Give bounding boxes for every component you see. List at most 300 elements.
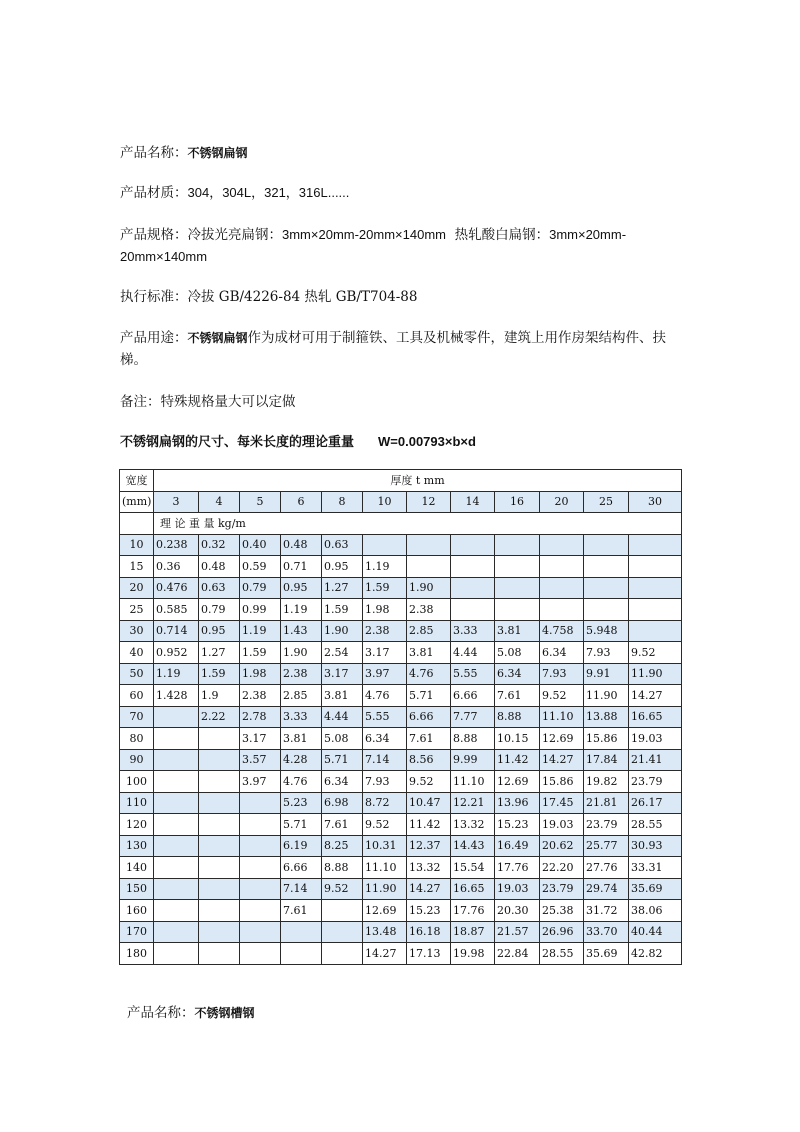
width-cell: 100 [120, 771, 154, 793]
weight-cell: 2.78 [240, 706, 281, 728]
weight-cell: 23.79 [629, 771, 682, 793]
weight-cell [322, 921, 363, 943]
weight-cell: 9.52 [363, 814, 407, 836]
weight-cell [154, 749, 199, 771]
width-cell: 70 [120, 706, 154, 728]
weight-cell: 3.97 [363, 663, 407, 685]
weight-cell: 4.76 [363, 685, 407, 707]
weight-cell: 9.52 [322, 878, 363, 900]
weight-cell [629, 620, 682, 642]
weight-cell: 1.90 [281, 642, 322, 664]
weight-cell: 7.93 [584, 642, 629, 664]
weight-cell: 6.34 [540, 642, 584, 664]
weight-cell: 26.17 [629, 792, 682, 814]
weight-cell: 0.714 [154, 620, 199, 642]
weight-cell [495, 599, 540, 621]
weight-cell: 5.08 [322, 728, 363, 750]
weight-cell: 35.69 [584, 943, 629, 965]
usage-bold: 不锈钢扁钢 [187, 331, 248, 345]
weight-cell: 2.54 [322, 642, 363, 664]
weight-cell: 3.97 [240, 771, 281, 793]
weight-cell: 1.59 [199, 663, 240, 685]
footer-product-value: 不锈钢槽钢 [194, 1006, 255, 1020]
weight-cell [540, 556, 584, 578]
weight-cell [629, 577, 682, 599]
weight-cell: 1.19 [363, 556, 407, 578]
width-cell: 30 [120, 620, 154, 642]
weight-cell [240, 900, 281, 922]
weight-cell [322, 900, 363, 922]
weight-cell: 8.88 [322, 857, 363, 879]
weight-label-cell: 理 论 重 量 kg/m [154, 513, 682, 535]
weight-cell: 0.63 [199, 577, 240, 599]
weight-cell: 33.70 [584, 921, 629, 943]
weight-cell: 2.38 [240, 685, 281, 707]
width-cell: 150 [120, 878, 154, 900]
weight-cell: 19.03 [495, 878, 540, 900]
weight-cell: 1.27 [199, 642, 240, 664]
weight-cell: 5.08 [495, 642, 540, 664]
weight-cell: 14.43 [451, 835, 495, 857]
weight-cell: 8.72 [363, 792, 407, 814]
weight-cell: 1.98 [240, 663, 281, 685]
weight-cell [154, 878, 199, 900]
weight-cell: 8.88 [451, 728, 495, 750]
table-row [120, 534, 682, 556]
weight-cell [322, 943, 363, 965]
width-cell: 110 [120, 792, 154, 814]
weight-cell: 3.81 [495, 620, 540, 642]
weight-cell: 0.32 [199, 534, 240, 556]
weight-cell [629, 556, 682, 578]
weight-cell [154, 728, 199, 750]
table-row [120, 792, 682, 814]
weight-cell: 8.25 [322, 835, 363, 857]
weight-cell: 1.59 [322, 599, 363, 621]
weight-table [119, 469, 682, 965]
weight-cell: 16.65 [629, 706, 682, 728]
header-row-1 [120, 470, 682, 492]
width-cell: 60 [120, 685, 154, 707]
weight-cell [629, 534, 682, 556]
spec-cold-value: 3mm×20mm-20mm×140mm [282, 227, 446, 242]
weight-cell: 3.81 [407, 642, 451, 664]
thickness-cell: 5 [240, 491, 281, 513]
product-name-line [120, 142, 690, 164]
weight-cell: 15.23 [407, 900, 451, 922]
weight-cell: 16.18 [407, 921, 451, 943]
weight-cell [154, 771, 199, 793]
weight-cell [407, 534, 451, 556]
weight-cell: 7.61 [407, 728, 451, 750]
weight-cell [199, 814, 240, 836]
weight-cell: 1.59 [363, 577, 407, 599]
weight-cell: 3.17 [240, 728, 281, 750]
thickness-cell: 3 [154, 491, 199, 513]
weight-cell: 19.03 [629, 728, 682, 750]
weight-cell [495, 556, 540, 578]
weight-cell [154, 900, 199, 922]
header-row-thickness [120, 491, 682, 513]
weight-cell: 40.44 [629, 921, 682, 943]
weight-cell: 2.85 [407, 620, 451, 642]
thickness-cell: 30 [629, 491, 682, 513]
table-row [120, 599, 682, 621]
table-row [120, 749, 682, 771]
width-cell: 180 [120, 943, 154, 965]
weight-cell: 15.86 [540, 771, 584, 793]
weight-cell [281, 943, 322, 965]
thickness-cell: 14 [451, 491, 495, 513]
weight-cell: 4.44 [322, 706, 363, 728]
weight-cell: 11.42 [407, 814, 451, 836]
weight-cell: 0.48 [281, 534, 322, 556]
weight-cell: 11.10 [363, 857, 407, 879]
weight-cell [407, 556, 451, 578]
weight-cell [199, 835, 240, 857]
weight-cell: 0.95 [199, 620, 240, 642]
weight-cell: 11.42 [495, 749, 540, 771]
weight-cell [154, 921, 199, 943]
thickness-cell: 25 [584, 491, 629, 513]
table-row [120, 556, 682, 578]
header-row-weight [120, 513, 682, 535]
empty-cell [120, 513, 154, 535]
weight-cell: 14.27 [540, 749, 584, 771]
table-row [120, 771, 682, 793]
weight-cell: 11.10 [451, 771, 495, 793]
weight-cell: 6.66 [407, 706, 451, 728]
table-row [120, 577, 682, 599]
width-cell: 50 [120, 663, 154, 685]
weight-cell: 15.54 [451, 857, 495, 879]
weight-cell: 9.91 [584, 663, 629, 685]
weight-cell: 29.74 [584, 878, 629, 900]
weight-cell [199, 792, 240, 814]
weight-cell: 3.81 [322, 685, 363, 707]
width-cell: 40 [120, 642, 154, 664]
weight-cell: 12.21 [451, 792, 495, 814]
weight-cell: 5.23 [281, 792, 322, 814]
weight-cell: 14.27 [363, 943, 407, 965]
weight-cell: 27.76 [584, 857, 629, 879]
width-cell: 80 [120, 728, 154, 750]
table-row [120, 835, 682, 857]
weight-cell [154, 857, 199, 879]
width-label-cell: 宽度 [120, 470, 154, 492]
weight-cell [154, 835, 199, 857]
weight-cell [629, 599, 682, 621]
weight-cell: 35.69 [629, 878, 682, 900]
weight-cell: 25.77 [584, 835, 629, 857]
weight-cell: 10.15 [495, 728, 540, 750]
weight-cell: 7.61 [495, 685, 540, 707]
product-name-value: 不锈钢扁钢 [187, 146, 248, 160]
weight-cell: 31.72 [584, 900, 629, 922]
weight-cell: 26.96 [540, 921, 584, 943]
weight-cell [199, 749, 240, 771]
weight-cell: 5.55 [451, 663, 495, 685]
width-cell: 10 [120, 534, 154, 556]
weight-cell: 7.61 [281, 900, 322, 922]
width-cell: 130 [120, 835, 154, 857]
weight-cell: 16.65 [451, 878, 495, 900]
weight-cell: 2.38 [363, 620, 407, 642]
weight-cell [540, 599, 584, 621]
weight-cell [154, 814, 199, 836]
weight-cell: 7.93 [363, 771, 407, 793]
weight-cell: 6.34 [363, 728, 407, 750]
weight-cell [199, 857, 240, 879]
weight-cell: 15.23 [495, 814, 540, 836]
material-line [120, 182, 690, 204]
spec-hot-value: 3mm×20mm-20mm×140mm [120, 227, 627, 264]
weight-cell: 0.71 [281, 556, 322, 578]
weight-cell: 13.88 [584, 706, 629, 728]
weight-cell: 13.32 [407, 857, 451, 879]
weight-cell: 38.06 [629, 900, 682, 922]
weight-cell: 28.55 [629, 814, 682, 836]
table-row [120, 878, 682, 900]
spec-hot-label: 热轧酸白扁钢： [454, 227, 550, 243]
weight-cell: 0.36 [154, 556, 199, 578]
weight-cell: 1.19 [240, 620, 281, 642]
weight-cell: 5.71 [322, 749, 363, 771]
table-row [120, 943, 682, 965]
weight-cell: 23.79 [584, 814, 629, 836]
weight-cell: 7.14 [363, 749, 407, 771]
weight-cell [199, 900, 240, 922]
weight-cell [451, 534, 495, 556]
weight-cell: 13.32 [451, 814, 495, 836]
weight-cell: 4.44 [451, 642, 495, 664]
weight-cell: 0.238 [154, 534, 199, 556]
weight-cell: 1.19 [281, 599, 322, 621]
thickness-cell: 6 [281, 491, 322, 513]
weight-cell [451, 556, 495, 578]
standard-line: 执行标准：冷拔 GB/4226-84 热轧 GB/T704-88 [120, 289, 418, 305]
product-name-label: 产品名称： [120, 145, 188, 161]
width-cell: 160 [120, 900, 154, 922]
thickness-cell: 20 [540, 491, 584, 513]
weight-cell: 2.85 [281, 685, 322, 707]
weight-cell [240, 878, 281, 900]
weight-cell: 10.31 [363, 835, 407, 857]
weight-cell [199, 943, 240, 965]
weight-cell: 1.90 [322, 620, 363, 642]
weight-cell: 18.87 [451, 921, 495, 943]
table-row [120, 685, 682, 707]
weight-cell: 12.37 [407, 835, 451, 857]
weight-cell: 1.27 [322, 577, 363, 599]
weight-cell [584, 577, 629, 599]
weight-cell: 4.758 [540, 620, 584, 642]
table-row [120, 921, 682, 943]
weight-cell: 1.19 [154, 663, 199, 685]
weight-cell: 42.82 [629, 943, 682, 965]
usage-label: 产品用途： [120, 330, 188, 346]
weight-cell: 7.77 [451, 706, 495, 728]
weight-cell: 22.20 [540, 857, 584, 879]
weight-cell: 10.47 [407, 792, 451, 814]
weight-cell [540, 534, 584, 556]
weight-cell: 8.88 [495, 706, 540, 728]
weight-cell: 21.41 [629, 749, 682, 771]
weight-cell: 20.30 [495, 900, 540, 922]
table-row [120, 900, 682, 922]
weight-cell: 8.56 [407, 749, 451, 771]
weight-cell: 17.76 [495, 857, 540, 879]
weight-cell: 13.48 [363, 921, 407, 943]
weight-cell: 2.22 [199, 706, 240, 728]
weight-cell: 17.45 [540, 792, 584, 814]
weight-cell: 6.98 [322, 792, 363, 814]
weight-cell: 17.13 [407, 943, 451, 965]
table-row [120, 642, 682, 664]
weight-cell [240, 835, 281, 857]
weight-cell: 0.79 [240, 577, 281, 599]
weight-cell [199, 728, 240, 750]
spec-label: 产品规格：冷拔光亮扁钢： [120, 227, 282, 243]
weight-cell [495, 534, 540, 556]
width-cell: 25 [120, 599, 154, 621]
weight-cell: 21.81 [584, 792, 629, 814]
weight-cell: 16.49 [495, 835, 540, 857]
thickness-cell: 10 [363, 491, 407, 513]
weight-cell: 5.55 [363, 706, 407, 728]
width-cell: 170 [120, 921, 154, 943]
width-cell: 140 [120, 857, 154, 879]
weight-cell [281, 921, 322, 943]
thickness-cell: 8 [322, 491, 363, 513]
weight-cell: 1.59 [240, 642, 281, 664]
weight-cell: 0.99 [240, 599, 281, 621]
weight-cell [240, 921, 281, 943]
weight-cell: 22.84 [495, 943, 540, 965]
weight-cell: 7.93 [540, 663, 584, 685]
weight-cell: 5.71 [407, 685, 451, 707]
weight-cell [154, 706, 199, 728]
weight-cell: 30.93 [629, 835, 682, 857]
weight-cell: 11.90 [629, 663, 682, 685]
weight-cell: 6.34 [495, 663, 540, 685]
weight-cell: 7.61 [322, 814, 363, 836]
table-row [120, 620, 682, 642]
table-row [120, 857, 682, 879]
weight-cell: 6.66 [281, 857, 322, 879]
weight-cell [240, 943, 281, 965]
weight-cell [540, 577, 584, 599]
weight-cell: 1.90 [407, 577, 451, 599]
weight-cell: 3.57 [240, 749, 281, 771]
table-row [120, 663, 682, 685]
weight-cell [154, 943, 199, 965]
weight-cell [495, 577, 540, 599]
weight-cell: 6.34 [322, 771, 363, 793]
weight-cell: 14.27 [629, 685, 682, 707]
usage-text: 作为成材可用于制箍铁、工具及机械零件，建筑上用作房架结构件、扶梯。 [120, 330, 667, 368]
material-value: 304，304L，321，316L...... [187, 185, 350, 200]
thickness-label-cell: 厚度 t mm [154, 470, 682, 492]
weight-cell: 0.95 [281, 577, 322, 599]
weight-cell: 4.28 [281, 749, 322, 771]
weight-cell: 19.82 [584, 771, 629, 793]
table-row [120, 814, 682, 836]
weight-cell: 11.90 [363, 878, 407, 900]
weight-cell [199, 771, 240, 793]
material-label: 产品材质： [120, 185, 188, 201]
table-row [120, 706, 682, 728]
weight-cell: 28.55 [540, 943, 584, 965]
weight-cell: 3.33 [451, 620, 495, 642]
weight-cell: 9.52 [540, 685, 584, 707]
weight-cell [240, 857, 281, 879]
weight-cell: 33.31 [629, 857, 682, 879]
weight-cell: 0.59 [240, 556, 281, 578]
weight-formula: W=0.00793×b×d [378, 434, 476, 449]
width-unit-cell: (mm) [120, 491, 154, 513]
weight-cell: 9.52 [629, 642, 682, 664]
weight-cell: 0.95 [322, 556, 363, 578]
weight-cell: 17.84 [584, 749, 629, 771]
weight-cell: 1.43 [281, 620, 322, 642]
weight-cell: 3.17 [322, 663, 363, 685]
weight-cell: 14.27 [407, 878, 451, 900]
table-row [120, 728, 682, 750]
note-line: 备注：特殊规格量大可以定做 [120, 394, 296, 410]
weight-cell: 15.86 [584, 728, 629, 750]
weight-cell: 6.19 [281, 835, 322, 857]
weight-cell: 3.17 [363, 642, 407, 664]
weight-cell [199, 878, 240, 900]
usage-line [120, 327, 690, 371]
weight-cell: 5.71 [281, 814, 322, 836]
weight-cell [584, 599, 629, 621]
weight-cell [451, 599, 495, 621]
weight-cell: 7.14 [281, 878, 322, 900]
weight-cell [584, 556, 629, 578]
width-cell: 120 [120, 814, 154, 836]
weight-cell: 12.69 [540, 728, 584, 750]
weight-cell: 9.99 [451, 749, 495, 771]
weight-cell: 3.81 [281, 728, 322, 750]
thickness-cell: 4 [199, 491, 240, 513]
weight-cell: 0.40 [240, 534, 281, 556]
weight-cell [154, 792, 199, 814]
weight-cell: 19.98 [451, 943, 495, 965]
weight-cell [363, 534, 407, 556]
weight-cell: 20.62 [540, 835, 584, 857]
weight-cell: 4.76 [407, 663, 451, 685]
spec-line [120, 224, 690, 268]
weight-cell: 0.585 [154, 599, 199, 621]
footer-product-label: 产品名称： [127, 1005, 195, 1021]
weight-cell: 11.10 [540, 706, 584, 728]
thickness-cell: 16 [495, 491, 540, 513]
weight-cell: 12.69 [363, 900, 407, 922]
table-title: 不锈钢扁钢的尺寸、每米长度的理论重量 [120, 435, 355, 450]
weight-cell: 2.38 [407, 599, 451, 621]
weight-cell: 23.79 [540, 878, 584, 900]
weight-cell: 5.948 [584, 620, 629, 642]
weight-cell: 17.76 [451, 900, 495, 922]
weight-cell [584, 534, 629, 556]
weight-cell [199, 921, 240, 943]
weight-cell: 12.69 [495, 771, 540, 793]
weight-cell: 0.63 [322, 534, 363, 556]
weight-cell: 6.66 [451, 685, 495, 707]
weight-cell [451, 577, 495, 599]
